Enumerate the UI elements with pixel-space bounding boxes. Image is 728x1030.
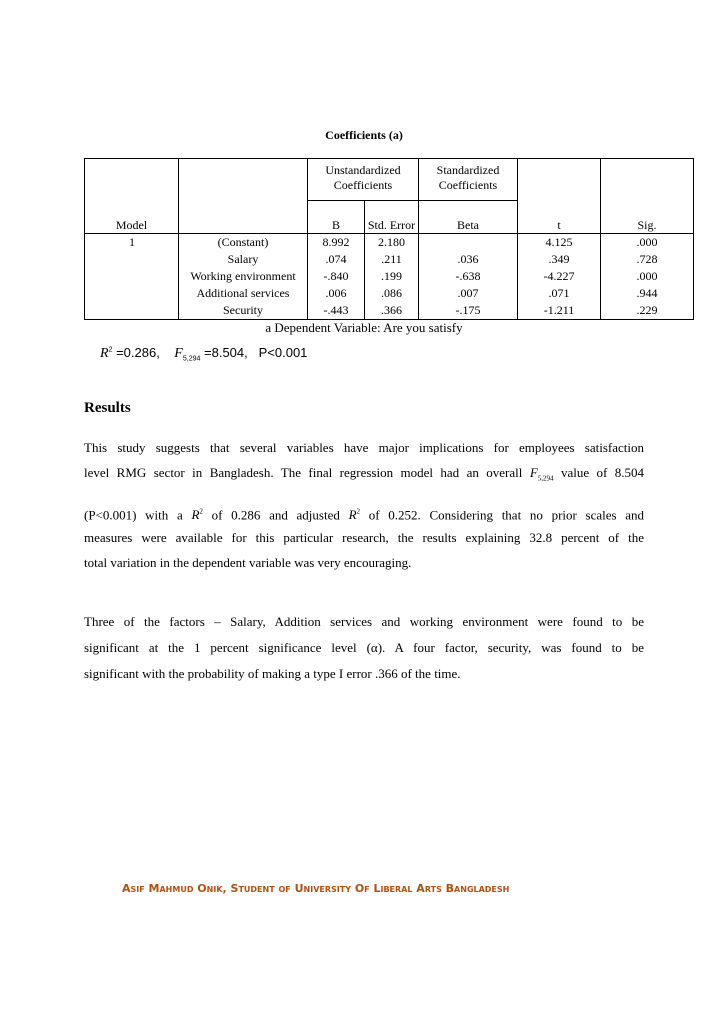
table-title: Coefficients (a) — [325, 128, 403, 142]
coefficients-table — [84, 158, 694, 320]
paragraph-line: significant at the 1 percent significance level (α). A four factor, security, was found to be — [84, 640, 644, 655]
header-beta: Beta — [419, 201, 518, 234]
header-b: B — [308, 201, 365, 234]
header-standardized: Standardized Coefficients — [419, 159, 518, 201]
table-row: 1 (Constant) 8.992 2.180 4.125 .000 — [85, 234, 694, 252]
header-sig: Sig. — [601, 201, 694, 234]
model-statistics: $R^2 =0.286$, $F_{5,294} =8.504$, P<0.001 — [100, 345, 308, 363]
paragraph-line: This study suggests that several variables have major implications for employees satisfaction — [84, 440, 644, 455]
table-footnote: a Dependent Variable: Are you satisfy — [265, 320, 463, 335]
paragraph-line: level RMG sector in Bangladesh. The final regression model had an overall $F_{5,294}$ value of 8.504 — [84, 465, 645, 483]
header-std-error: Std. Error — [365, 201, 419, 234]
header-model: Model — [85, 201, 179, 234]
header-unstandardized: Unstandardized Coefficients — [308, 159, 419, 201]
model-number: 1 — [85, 234, 179, 252]
paragraph-line: significant with the probability of making a type I error .366 of the time. — [84, 666, 461, 681]
table-row: Salary .074 .211 .036 .349 .728 — [85, 251, 694, 268]
table-row: Additional services .006 .086 .007 .071 .944 — [85, 285, 694, 302]
table-row: Working environment -.840 .199 -.638 -4.227 .000 — [85, 268, 694, 285]
paragraph-line: (P<0.001) with a $R^2$ of 0.286 and adjusted $R^2$ of 0.252. Considering that no prior scales and — [84, 507, 645, 523]
results-heading: Results — [84, 400, 131, 416]
paragraph-line: measures were available for this particular research, the results explaining 32.8 percent of the — [84, 530, 644, 545]
page-footer: Asif Mahmud Onik, Student of University Of Liberal Arts Bangladesh — [122, 882, 510, 895]
paragraph-line: total variation in the dependent variable was very encouraging. — [84, 555, 412, 570]
paragraph-line: Three of the factors – Salary, Addition services and working environment were found to be — [84, 614, 644, 629]
header-t: t — [518, 201, 601, 234]
table-row: Security -.443 .366 -.175 -1.211 .229 — [85, 302, 694, 320]
